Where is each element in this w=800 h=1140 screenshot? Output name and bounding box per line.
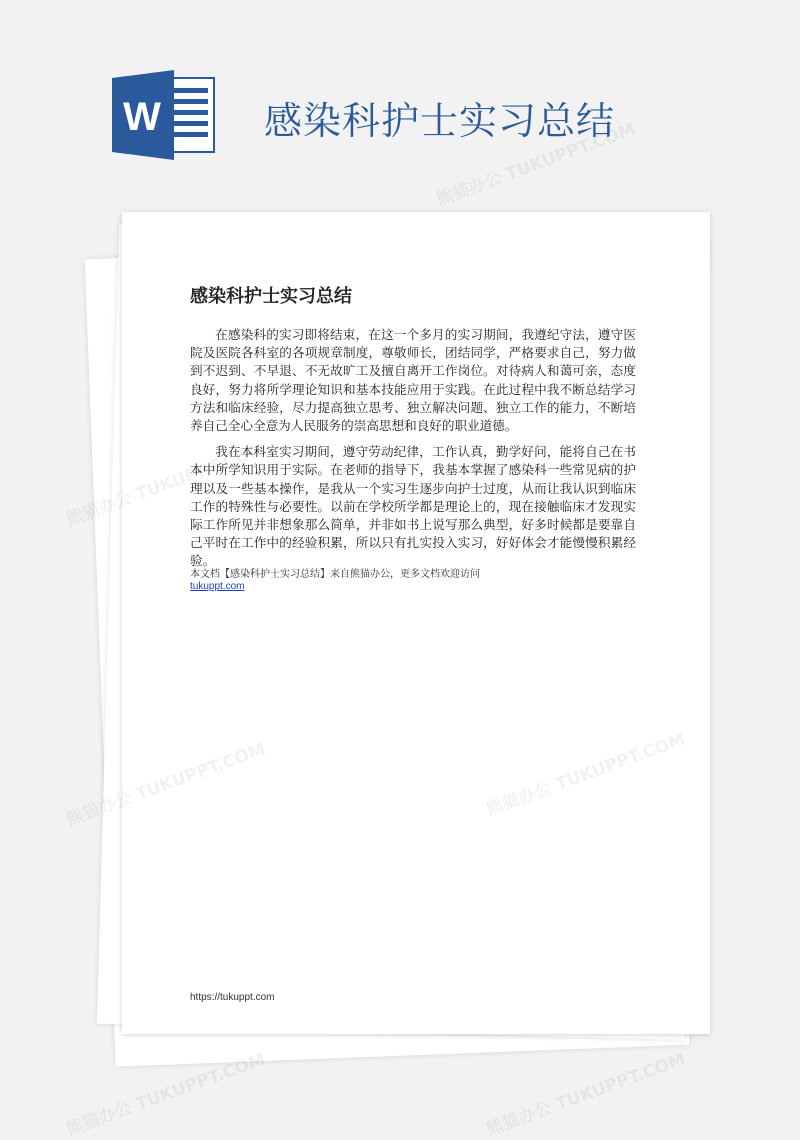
footer-url: https://tukuppt.com [190,992,275,1003]
word-document-icon [112,70,217,160]
header-title: 感染科护士实习总结 [264,99,616,143]
source-link[interactable]: tukuppt.com [190,581,245,592]
watermark: 熊猫办公 [63,788,135,831]
document-body [190,326,636,579]
watermark: 熊猫办公 TUKUPPT.COM [483,1049,689,1140]
document-title: 感染科护士实习总结 [190,286,352,307]
source-note: 本文档【感染科护士实习总结】来自熊猫办公，更多文档欢迎访问 [190,569,480,580]
paragraph-2: 我在本科室实习期间，遵守劳动纪律，工作认真，勤学好问，能将自己在书本中所学知识用于实际。在老师的指导下，我基本掌握了感染科一些常见病的护理以及一些基本操作，是我从一个实习生逐步向护士过度，从而让我认识到临床工作的特殊性与必要性。以前在学校所学都是理论上的，现在接触临床才发现实际工作所见并非想象那么简单，并非如书上说写那么典型，好多时候都是要靠自己平时在工作中的经验积累，所以只有扎实投入实习，好好体会才能慢慢积累经验。 [190,444,636,569]
paragraph-1: 在感染科的实习即将结束，在这一个多月的实习期间，我遵纪守法，遵守医院及医院各科室的各项规章制度，尊敬师长，团结同学，严格要求自己，努力做到不迟到、不早退、不无故旷工及擅自离开工作岗位。对待病人和蔼可亲，态度良好，努力将所学理论知识和基本技能应用于实践。在此过程中我不断总结学习方法和临床经验，尽力提高独立思考、独立解决问题、独立工作的能力，不断培养自己全心全意为人民服务的崇高思想和良好的职业道德。 [190,327,636,434]
document-page [122,212,710,1034]
watermark: 熊猫办公 TUKUPPT.COM [433,119,639,211]
watermark: 熊猫办公 TUKUPPT.COM [63,1049,269,1140]
header [0,0,800,200]
word-logo-letter: W [123,95,161,139]
